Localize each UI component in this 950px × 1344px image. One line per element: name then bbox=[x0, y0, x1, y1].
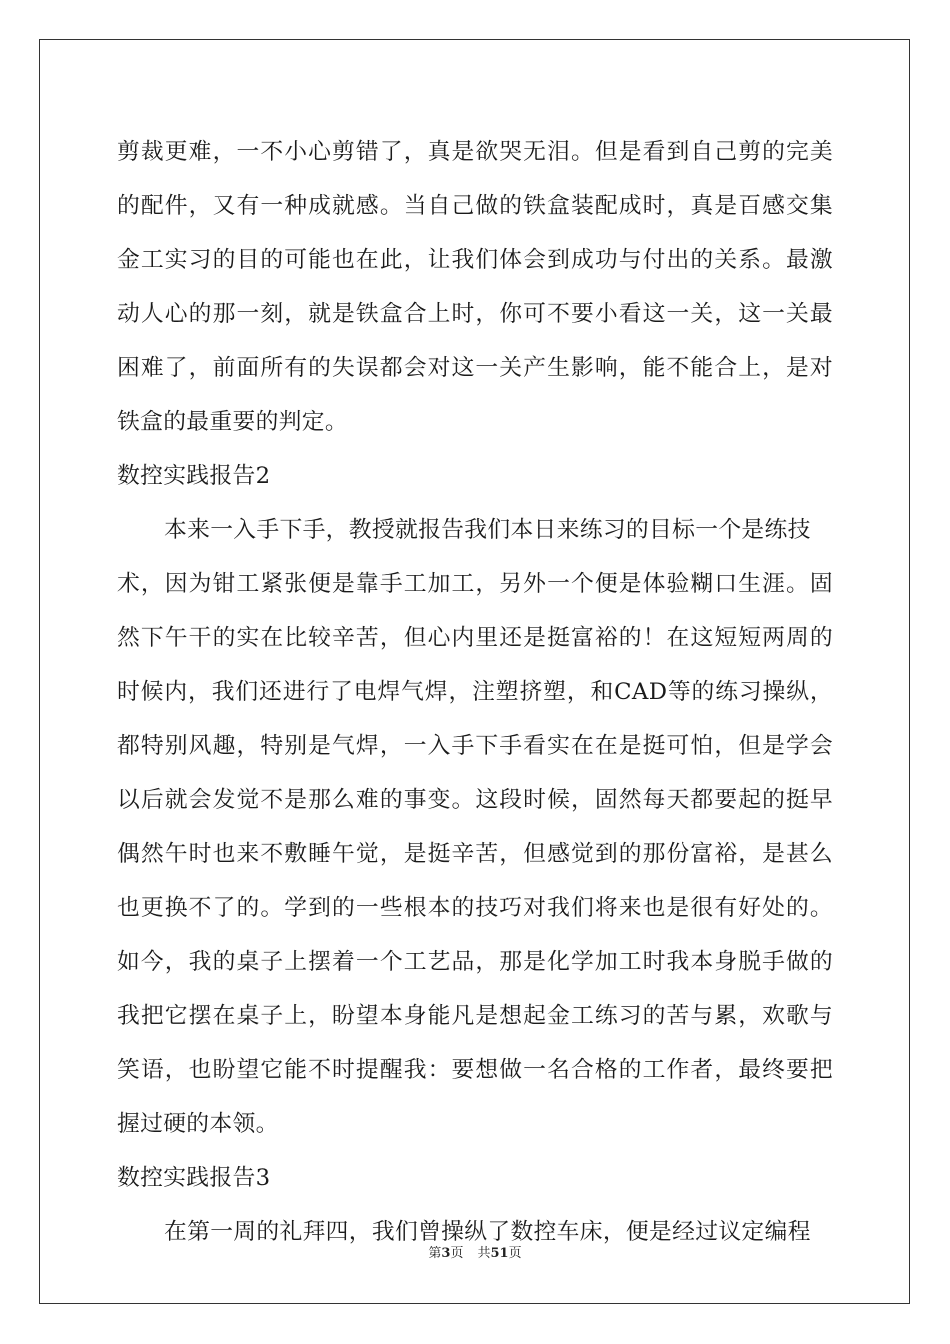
body-line: 以后就会发觉不是那么难的事变。这段时候，固然每天都要起的挺早 bbox=[117, 787, 833, 813]
page-footer bbox=[0, 1244, 950, 1264]
body-line: 困难了，前面所有的失误都会对这一关产生影响，能不能合上，是对 bbox=[117, 355, 833, 381]
body-line: 我把它摆在桌子上，盼望本身能凡是想起金工练习的苦与累，欢歌与 bbox=[117, 1003, 833, 1029]
body-line: 都特别风趣，特别是气焊，一入手下手看实在在是挺可怕，但是学会 bbox=[117, 733, 833, 759]
body-line: 时候内，我们还进行了电焊气焊，注塑挤塑，和CAD等的练习操纵， bbox=[117, 679, 833, 705]
body-line: 铁盒的最重要的判定。 bbox=[117, 409, 348, 435]
page-prefix: 第 bbox=[428, 1246, 442, 1261]
total-prefix: 共 bbox=[477, 1246, 491, 1261]
body-line: 如今，我的桌子上摆着一个工艺品，那是化学加工时我本身脱手做的 bbox=[117, 949, 833, 975]
body-line: 的配件，又有一种成就感。当自己做的铁盒装配成时，真是百感交集 bbox=[117, 193, 833, 219]
section-heading: 数控实践报告2 bbox=[117, 463, 271, 489]
body-line: 术，因为钳工紧张便是靠手工加工，另外一个便是体验糊口生涯。固 bbox=[117, 571, 833, 597]
body-line: 金工实习的目的可能也在此，让我们体会到成功与付出的关系。最激 bbox=[117, 247, 833, 273]
total-pages: 51 bbox=[490, 1246, 509, 1261]
total-suffix: 页 bbox=[508, 1246, 522, 1261]
body-line: 动人心的那一刻，就是铁盒合上时，你可不要小看这一关，这一关最 bbox=[117, 301, 833, 327]
paragraph-first-line: 在第一周的礼拜四，我们曾操纵了数控车床，便是经过议定编程 bbox=[164, 1219, 811, 1245]
body-line: 也更换不了的。学到的一些根本的技巧对我们将来也是很有好处的。 bbox=[117, 895, 833, 921]
body-line: 笑语，也盼望它能不时提醒我：要想做一名合格的工作者，最终要把 bbox=[117, 1057, 833, 1083]
body-line: 握过硬的本领。 bbox=[117, 1111, 279, 1137]
section-heading: 数控实践报告3 bbox=[117, 1165, 271, 1191]
body-line: 偶然午时也来不敷睡午觉，是挺辛苦，但感觉到的那份富裕，是甚么 bbox=[117, 841, 833, 867]
paragraph-first-line: 本来一入手下手，教授就报告我们本日来练习的目标一个是练技 bbox=[164, 517, 811, 543]
document-body bbox=[117, 125, 833, 1259]
body-line: 然下午干的实在比较辛苦，但心内里还是挺富裕的！在这短短两周的 bbox=[117, 625, 833, 651]
page-suffix: 页 bbox=[450, 1246, 464, 1261]
body-line: 剪裁更难，一不小心剪错了，真是欲哭无泪。但是看到自己剪的完美 bbox=[117, 139, 833, 165]
page-number: 3 bbox=[441, 1246, 451, 1261]
